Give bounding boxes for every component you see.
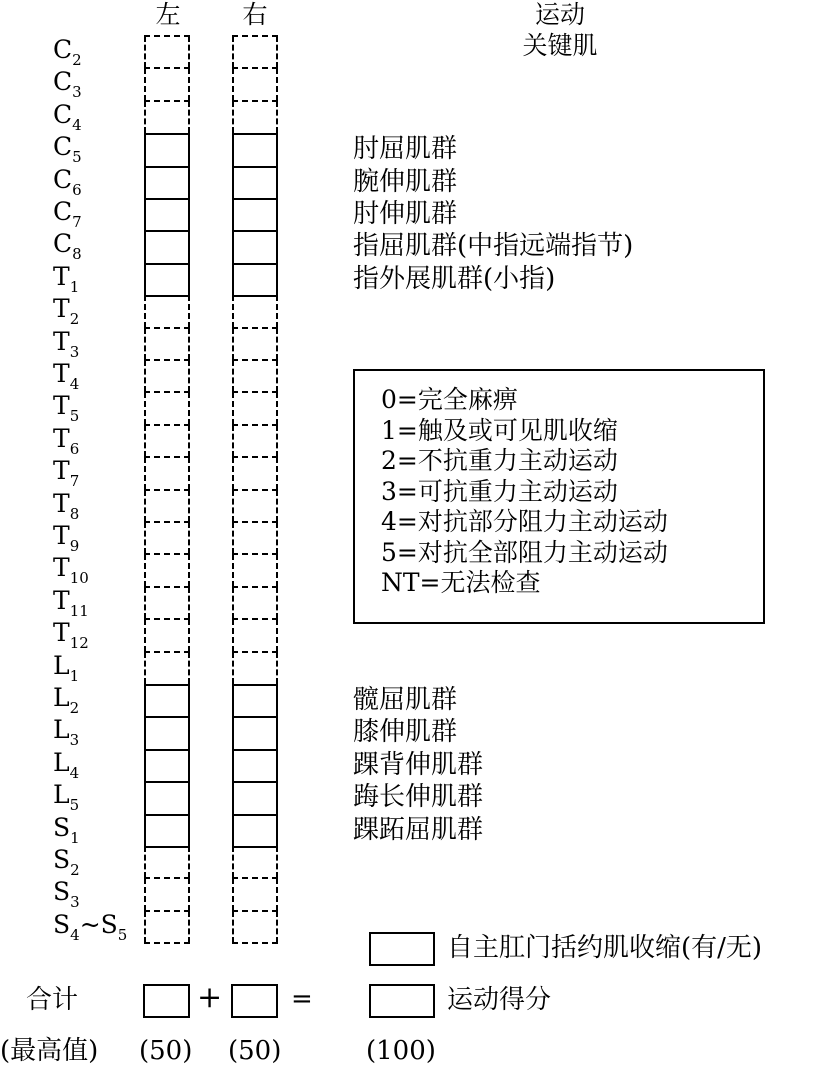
- right-motor-cell[interactable]: [232, 328, 278, 360]
- left-motor-cell[interactable]: [144, 846, 190, 878]
- cell-divider: [144, 910, 190, 912]
- left-motor-cell[interactable]: [144, 619, 190, 651]
- segment-letter: L: [53, 747, 70, 777]
- left-motor-cell[interactable]: [144, 490, 190, 522]
- left-motor-cell[interactable]: [144, 198, 190, 232]
- segment-letter: T: [53, 261, 70, 291]
- segment-number: 1: [69, 277, 80, 296]
- total-label: 合计: [26, 985, 79, 1015]
- left-motor-cell[interactable]: [144, 166, 190, 200]
- segment-number: 8: [72, 245, 82, 264]
- segment-number: 11: [69, 601, 89, 620]
- left-motor-cell[interactable]: [144, 36, 190, 68]
- cell-divider: [144, 100, 190, 102]
- segment-letter: T: [53, 585, 70, 615]
- segment-letter: L: [53, 650, 70, 680]
- cell-divider: [232, 67, 278, 69]
- cell-divider: [144, 521, 190, 523]
- cell-divider: [144, 359, 190, 361]
- right-motor-cell[interactable]: [232, 878, 278, 910]
- segment-number: 4: [69, 763, 80, 782]
- total-max-value: (100): [366, 1036, 436, 1066]
- segment-number: 10: [69, 569, 89, 588]
- right-motor-cell[interactable]: [232, 749, 278, 783]
- cell-divider: [232, 618, 278, 620]
- left-motor-cell[interactable]: [144, 749, 190, 783]
- right-motor-cell[interactable]: [232, 814, 278, 848]
- segment-number: 3: [69, 342, 80, 361]
- segment-letter: T: [53, 618, 70, 648]
- legend-item: 0=完全麻痹: [381, 385, 518, 414]
- segment-number: 9: [69, 537, 80, 555]
- cell-divider: [232, 942, 278, 944]
- key-muscle-label: 踝背伸肌群: [353, 749, 484, 780]
- segment-letter: T: [53, 456, 70, 486]
- segment-number: 4: [69, 375, 80, 393]
- segment-letter: T: [53, 359, 70, 388]
- grading-legend: [353, 369, 765, 624]
- cell-divider: [144, 67, 190, 69]
- segment-letter: S: [53, 909, 71, 939]
- segment-number: 7: [72, 213, 82, 231]
- anal-contraction-label: 自主肛门括约肌收缩(有/无): [447, 933, 763, 963]
- legend-item: 1=触及或可见肌收缩: [381, 415, 618, 445]
- motor-header: [480, 1, 640, 60]
- right-motor-cell[interactable]: [232, 360, 278, 392]
- segment-number: 3: [70, 893, 80, 912]
- key-muscle-label: 踇长伸肌群: [353, 782, 484, 813]
- segment-letter: T: [53, 391, 70, 421]
- key-muscle-label: 腕伸肌群: [353, 166, 458, 197]
- key-muscle-label: 肘屈肌群: [353, 134, 458, 165]
- left-motor-column: [144, 36, 190, 943]
- segment-letter: S: [53, 845, 71, 874]
- left-motor-cell[interactable]: [144, 101, 190, 133]
- cell-divider: [232, 100, 278, 102]
- left-motor-cell[interactable]: [144, 814, 190, 848]
- segment-number: 1: [70, 828, 80, 847]
- segment-letter: L: [53, 683, 70, 712]
- legend-item: 4=对抗部分阻力主动运动: [381, 507, 668, 536]
- segment-number: 6: [72, 180, 82, 199]
- segment-letter: C: [53, 164, 73, 194]
- segment-letter: T: [53, 423, 70, 453]
- segment-letter: C: [53, 67, 73, 97]
- right-motor-cell[interactable]: [232, 522, 278, 554]
- segment-number: 3: [72, 83, 82, 102]
- cell-divider: [232, 391, 278, 393]
- segment-number: 4: [72, 115, 82, 134]
- equals-sign: =: [291, 984, 313, 1014]
- segment-number: 4: [70, 925, 80, 944]
- cell-divider: [144, 618, 190, 620]
- segment-letter: C: [53, 132, 73, 162]
- key-muscle-label: 肘伸肌群: [353, 199, 458, 229]
- segment-letter: T: [53, 488, 70, 518]
- segment-number: 5: [69, 796, 80, 815]
- anal-contraction-box[interactable]: [369, 932, 435, 966]
- cell-divider: [144, 391, 190, 393]
- cell-divider: [232, 359, 278, 361]
- key-muscle-label: 指外展肌群(小指): [353, 263, 556, 294]
- right-motor-cell[interactable]: [232, 554, 278, 586]
- left-motor-cell[interactable]: [144, 716, 190, 750]
- segment-number: 2: [69, 699, 80, 717]
- left-motor-cell[interactable]: [144, 684, 190, 718]
- segment-number: 6: [69, 439, 80, 458]
- segment-number: 5: [69, 407, 80, 426]
- right-motor-cell[interactable]: [232, 263, 278, 297]
- key-muscle-label: 踝跖屈肌群: [353, 814, 484, 845]
- left-motor-cell[interactable]: [144, 360, 190, 392]
- cell-divider: [144, 424, 190, 426]
- segment-letter: C: [53, 99, 73, 129]
- segment-letter: C: [53, 229, 73, 259]
- segment-letter: S: [53, 877, 71, 907]
- right-motor-cell[interactable]: [232, 619, 278, 651]
- cell-divider: [232, 910, 278, 912]
- motor-score-label: 运动得分: [447, 985, 552, 1015]
- segment-letter: S: [53, 812, 71, 842]
- max-value-label: (最高值): [0, 1036, 99, 1066]
- key-muscle-label: 膝伸肌群: [353, 717, 458, 748]
- right-total-box[interactable]: [231, 984, 278, 1018]
- right-motor-cell[interactable]: [232, 392, 278, 424]
- cell-divider: [144, 456, 190, 458]
- cell-divider: [144, 651, 190, 653]
- segment-letter: C: [53, 35, 73, 64]
- left-motor-cell[interactable]: [144, 392, 190, 424]
- right-motor-cell[interactable]: [232, 166, 278, 200]
- cell-divider: [232, 327, 278, 329]
- motor-header-line1: 运动: [534, 0, 585, 29]
- right-motor-cell[interactable]: [232, 133, 278, 167]
- left-motor-cell[interactable]: [144, 522, 190, 554]
- right-motor-cell[interactable]: [232, 295, 278, 327]
- left-motor-cell[interactable]: [144, 781, 190, 815]
- right-motor-cell[interactable]: [232, 230, 278, 264]
- key-muscle-label: 指屈肌群(中指远端指节): [353, 231, 634, 262]
- segment-number: 1: [69, 666, 80, 685]
- segment-letter: L: [53, 715, 70, 745]
- cell-divider: [232, 553, 278, 555]
- cell-divider: [232, 456, 278, 458]
- right-motor-cell[interactable]: [232, 781, 278, 815]
- key-muscle-label: 髋屈肌群: [353, 685, 458, 715]
- cell-divider: [144, 553, 190, 555]
- left-motor-cell[interactable]: [144, 911, 190, 943]
- segment-range-suffix: ~S: [79, 909, 118, 939]
- cell-divider: [232, 489, 278, 491]
- cell-divider: [232, 35, 278, 37]
- right-motor-cell[interactable]: [232, 587, 278, 619]
- left-motor-cell[interactable]: [144, 133, 190, 167]
- right-motor-cell[interactable]: [232, 425, 278, 457]
- right-motor-cell[interactable]: [232, 911, 278, 943]
- legend-item: 3=可抗重力主动运动: [381, 476, 618, 506]
- right-motor-cell[interactable]: [232, 846, 278, 878]
- legend-item: NT=无法检查: [381, 568, 541, 597]
- cell-divider: [232, 651, 278, 653]
- cell-divider: [144, 877, 190, 879]
- left-motor-cell[interactable]: [144, 587, 190, 619]
- cell-divider: [144, 942, 190, 944]
- left-motor-cell[interactable]: [144, 878, 190, 910]
- plus-sign: +: [197, 980, 223, 1015]
- segment-letter: L: [53, 780, 70, 810]
- segment-letter: T: [53, 521, 70, 550]
- right-motor-cell[interactable]: [232, 490, 278, 522]
- right-motor-cell[interactable]: [232, 68, 278, 100]
- left-total-box[interactable]: [143, 984, 190, 1018]
- left-motor-cell[interactable]: [144, 295, 190, 327]
- right-max-value: (50): [228, 1036, 282, 1066]
- legend-item: 2=不抗重力主动运动: [381, 446, 618, 475]
- motor-score-box[interactable]: [369, 984, 435, 1018]
- right-motor-cell[interactable]: [232, 36, 278, 68]
- segment-number: 2: [69, 310, 80, 329]
- left-motor-cell[interactable]: [144, 652, 190, 684]
- cell-divider: [144, 327, 190, 329]
- right-motor-cell[interactable]: [232, 684, 278, 718]
- cell-divider: [232, 521, 278, 523]
- segment-letter: C: [53, 197, 73, 226]
- cell-divider: [232, 877, 278, 879]
- segment-number: 7: [69, 472, 80, 491]
- cell-divider: [144, 586, 190, 588]
- right-motor-cell[interactable]: [232, 457, 278, 489]
- segment-label: [53, 909, 128, 948]
- segment-letter: T: [53, 294, 70, 324]
- left-header: 左: [155, 0, 181, 29]
- left-motor-cell[interactable]: [144, 328, 190, 360]
- left-motor-cell[interactable]: [144, 425, 190, 457]
- right-motor-cell[interactable]: [232, 652, 278, 684]
- segment-letter: T: [53, 553, 70, 583]
- left-motor-cell[interactable]: [144, 68, 190, 100]
- cell-divider: [232, 586, 278, 588]
- right-motor-cell[interactable]: [232, 198, 278, 232]
- legend-item: 5=对抗全部阻力主动运动: [381, 537, 668, 567]
- left-motor-cell[interactable]: [144, 457, 190, 489]
- left-motor-cell[interactable]: [144, 230, 190, 264]
- left-max-value: (50): [139, 1036, 193, 1066]
- segment-number: 2: [72, 51, 82, 69]
- segment-number: 5: [72, 148, 82, 167]
- segment-number: 2: [70, 861, 80, 879]
- right-motor-column: [232, 36, 278, 943]
- segment-letter: T: [53, 326, 70, 356]
- left-motor-cell[interactable]: [144, 263, 190, 297]
- segment-number: 12: [69, 634, 89, 653]
- right-motor-cell[interactable]: [232, 716, 278, 750]
- motor-header-line2: 关键肌: [522, 31, 598, 60]
- right-header: 右: [242, 0, 268, 29]
- cell-divider: [144, 35, 190, 37]
- segment-number: 3: [69, 731, 80, 750]
- segment-number: 8: [69, 504, 80, 523]
- cell-divider: [144, 489, 190, 491]
- left-motor-cell[interactable]: [144, 554, 190, 586]
- segment-number: 5: [117, 925, 128, 944]
- cell-divider: [232, 424, 278, 426]
- right-motor-cell[interactable]: [232, 101, 278, 133]
